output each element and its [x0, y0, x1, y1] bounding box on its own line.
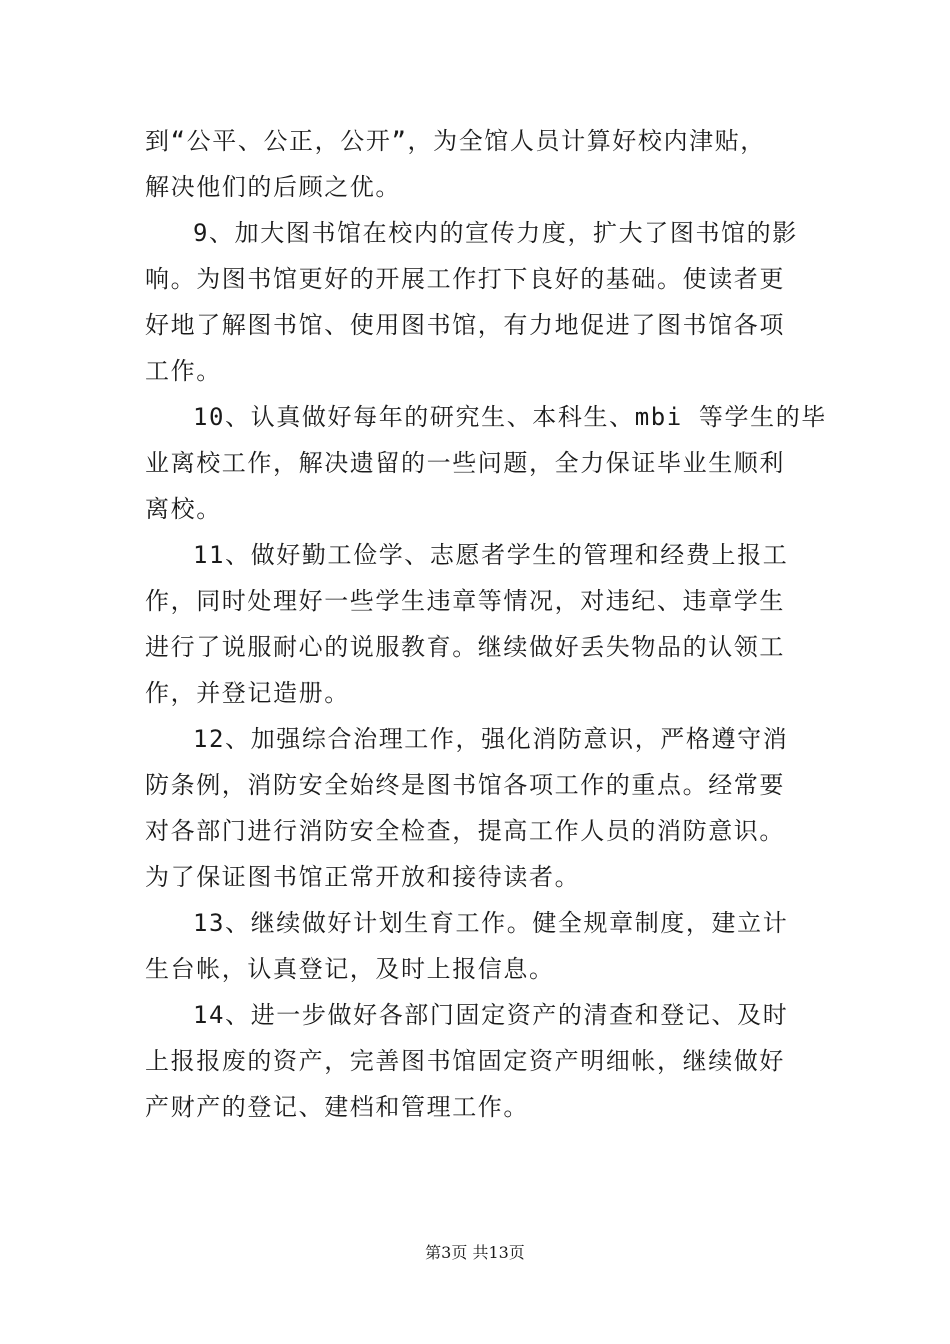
text-line: 上报报废的资产，完善图书馆固定资产明细帐，继续做好: [145, 1047, 785, 1075]
text-line: 10、认真做好每年的研究生、本科生、mbi 等学生的毕: [193, 403, 827, 431]
paragraph-item-13: [145, 900, 805, 992]
text-line: 生台帐，认真登记，及时上报信息。: [145, 955, 555, 983]
text-line: 14、进一步做好各部门固定资产的清查和登记、及时: [193, 1001, 789, 1029]
text-line: 12、加强综合治理工作，强化消防意识，严格遵守消: [193, 725, 789, 753]
text-line: 11、做好勤工俭学、志愿者学生的管理和经费上报工: [193, 541, 789, 569]
text-line: 作，同时处理好一些学生违章等情况，对违纪、违章学生: [145, 587, 785, 615]
text-line: 工作。: [145, 357, 222, 385]
text-line: 13、继续做好计划生育工作。健全规章制度，建立计: [193, 909, 789, 937]
text-line: 产财产的登记、建档和管理工作。: [145, 1093, 529, 1121]
text-line: 作，并登记造册。: [145, 679, 350, 707]
text-line: 响。为图书馆更好的开展工作打下良好的基础。使读者更: [145, 265, 785, 293]
paragraph-8-continued: [145, 118, 805, 210]
document-body: [145, 118, 827, 1130]
text-line: 9、加大图书馆在校内的宣传力度，扩大了图书馆的影: [193, 219, 798, 247]
page-number-footer: 第3页 共13页: [425, 1243, 525, 1262]
text-line: 业离校工作，解决遗留的一些问题，全力保证毕业生顺利: [145, 449, 785, 477]
paragraph-item-14: [145, 992, 805, 1130]
paragraph-item-10: [145, 394, 827, 532]
text-line: 防条例，消防安全始终是图书馆各项工作的重点。经常要: [145, 771, 785, 799]
paragraph-item-9: [145, 210, 805, 394]
text-line: 解决他们的后顾之优。: [145, 173, 401, 201]
paragraph-item-12: [145, 716, 805, 900]
text-line: 进行了说服耐心的说服教育。继续做好丢失物品的认领工: [145, 633, 785, 661]
text-line: 离校。: [145, 495, 222, 523]
text-line: 为了保证图书馆正常开放和接待读者。: [145, 863, 581, 891]
paragraph-item-11: [145, 532, 805, 716]
text-line: 到“公平、公正，公开”，为全馆人员计算好校内津贴，: [145, 127, 766, 155]
text-line: 好地了解图书馆、使用图书馆，有力地促进了图书馆各项: [145, 311, 785, 339]
text-line: 对各部门进行消防安全检查，提高工作人员的消防意识。: [145, 817, 785, 845]
